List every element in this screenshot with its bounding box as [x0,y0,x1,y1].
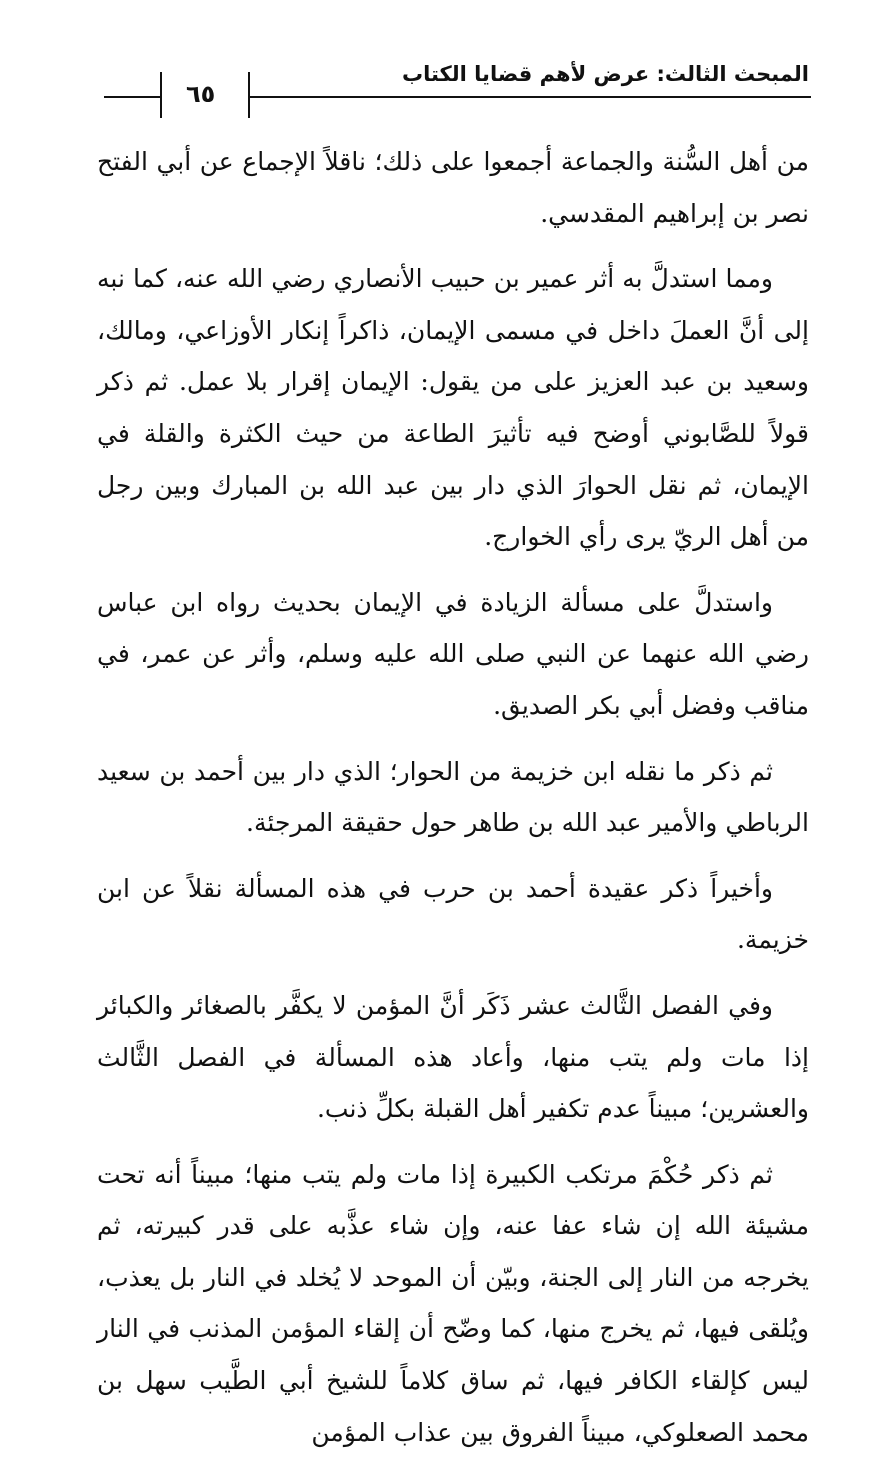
paragraph-7: ثم ذكر حُكْمَ مرتكب الكبيرة إذا مات ولم يتب منها؛ مبيناً أنه تحت مشيئة الله إن شاء عفا عنه، وإن شاء عذَّبه على قدر كبيرته، ثم يخرجه من النار إلى الجنة، وبيّن أن الموحد لا يُخلد في النار بل يعذب، ويُلقى فيها، ثم يخرج منها، كما وضّح أن إلقاء المؤمن المذنب في النار ليس كإلقاء الكافر فيها، ثم ساق كلاماً للشيخ أبي الطَّيب سهل بن محمد الصعلوكي، مبيناً الفروق بين عذاب المؤمن [97,1159,809,1447]
paragraph-5: وأخيراً ذكر عقيدة أحمد بن حرب في هذه المسألة نقلاً عن ابن خزيمة. [97,873,809,955]
page-number: ٦٥ [186,80,216,108]
header-divider-left [160,72,162,118]
paragraph-6: وفي الفصل الثَّالث عشر ذَكَر أنَّ المؤمن لا يكفَّر بالصغائر والكبائر إذا مات ولم يتب منها، وأعاد هذه المسألة في الفصل الثَّالث والعشرين؛ مبيناً عدم تكفير أهل القبلة بكلِّ ذنب. [97,990,809,1124]
paragraph-2: ومما استدلَّ به أثر عمير بن حبيب الأنصاري رضي الله عنه، كما نبه إلى أنَّ العملَ داخل في مسمى الإيمان، ذاكراً إنكار الأوزاعي، ومالك، وسعيد بن عبد العزيز على من يقول: الإيمان إقرار بلا عمل. ثم ذكر قولاً للصَّابوني أوضح فيه تأثيرَ الطاعة من حيث الكثرة والقلة في الإيمان، ثم نقل الحوارَ الذي دار بين عبد الله بن المبارك وبين رجل من أهل الريّ يرى رأي الخوارج. [97,264,809,552]
running-head: المبحث الثالث: عرض لأهم قضايا الكتاب [402,62,809,86]
body-text [97,136,809,1447]
header-rule-left [104,96,160,98]
header-rule-right [248,96,811,98]
paragraph-1: من أهل السُّنة والجماعة أجمعوا على ذلك؛ ناقلاً الإجماع عن أبي الفتح نصر بن إبراهيم المقدسي. [97,147,809,228]
paragraph-3: واستدلَّ على مسألة الزيادة في الإيمان بحديث رواه ابن عباس رضي الله عنهما عن النبي صلى الله عليه وسلم، وأثر عن عمر، في مناقب وفضل أبي بكر الصديق. [97,587,809,720]
header-divider-right [248,72,250,118]
paragraph-4: ثم ذكر ما نقله ابن خزيمة من الحوار؛ الذي دار بين أحمد بن سعيد الرباطي والأمير عبد الله بن طاهر حول حقيقة المرجئة. [97,756,809,838]
